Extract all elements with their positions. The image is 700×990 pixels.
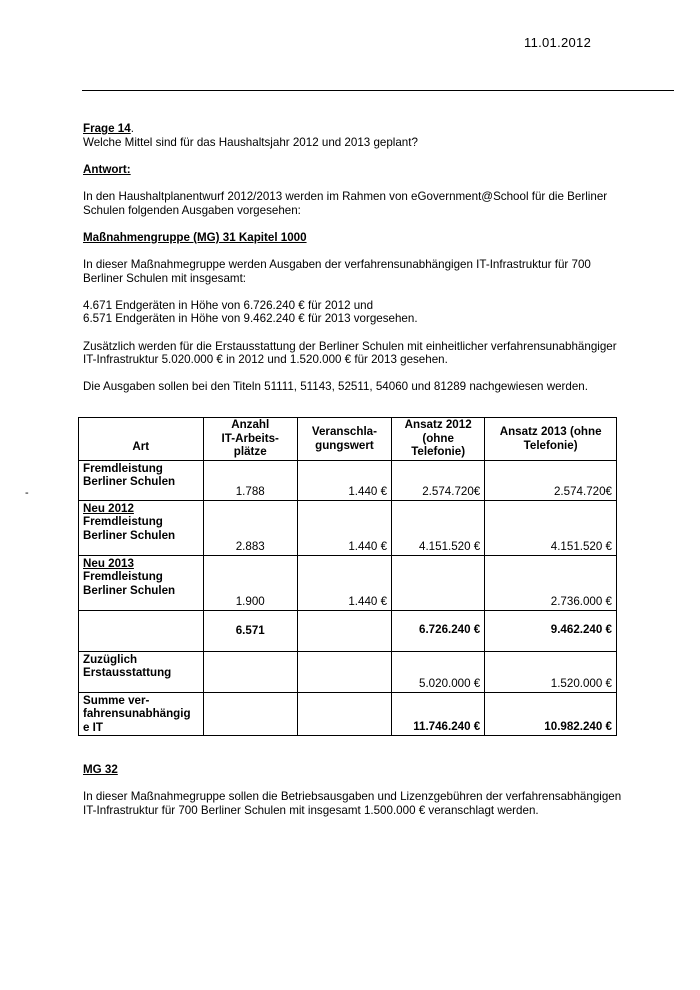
table-row: [79, 501, 617, 556]
cell-ansatz-2012: 5.020.000 €: [392, 652, 485, 693]
document-date: 11.01.2012: [524, 35, 592, 50]
cell-ansatz-2012: 4.151.520 €: [392, 501, 485, 556]
cell-ansatz-2012: [392, 556, 485, 611]
row-label: Fremdleistung Berliner Schulen: [79, 461, 204, 501]
cell-anzahl: 1.900: [203, 556, 297, 611]
mg31-paragraph-4: Die Ausgaben sollen bei den Titeln 51111, 51143, 52511, 54060 und 81289 nachgewiesen werden.: [83, 380, 588, 394]
mg31-paragraph-1-line-2: Berliner Schulen mit insgesamt:: [83, 271, 247, 285]
mg31-paragraph-2-line-2: 6.571 Endgeräten in Höhe von 9.462.240 € für 2013 vorgesehen.: [83, 312, 418, 326]
mg32-text-line-1: In dieser Maßnahmegruppe sollen die Betriebsausgaben und Lizenzgebühren der verfahrensabhängigen: [83, 790, 622, 804]
table-row: [79, 461, 617, 501]
table-row: [79, 556, 617, 611]
column-header-art: Art: [79, 418, 204, 461]
question-label: Frage 14: [83, 122, 131, 135]
question-heading: [83, 122, 643, 136]
answer-intro-line-2: Schulen folgenden Ausgaben vorgesehen:: [83, 203, 301, 217]
cell-ansatz-2013: 2.574.720€: [485, 461, 617, 501]
section-heading-mg32: MG 32: [83, 763, 118, 776]
question-answer-section: [83, 122, 643, 394]
section-heading-mg31: Maßnahmengruppe (MG) 31 Kapitel 1000: [83, 230, 307, 244]
budget-table: [78, 417, 617, 736]
table-header-row: [79, 418, 617, 461]
mg32-section: [83, 763, 643, 817]
cell-ansatz-2012-sum: 11.746.240 €: [392, 693, 485, 736]
cell-anzahl: [203, 693, 297, 736]
table-row: [79, 652, 617, 693]
row-label: Neu 2012 Fremdleistung Berliner Schulen: [79, 501, 204, 556]
row-label: [79, 611, 204, 652]
column-header-ansatz-2013: Ansatz 2013 (ohne Telefonie): [485, 418, 617, 461]
question-label-suffix: .: [130, 122, 134, 135]
column-header-ansatz-2012: Ansatz 2012 (ohne Telefonie): [392, 418, 485, 461]
cell-anzahl: 1.788: [203, 461, 297, 501]
column-header-anzahl: Anzahl IT-Arbeits- plätze: [203, 418, 297, 461]
cell-anzahl: [203, 652, 297, 693]
cell-ansatz-2013-total: 9.462.240 €: [485, 611, 617, 652]
cell-ansatz-2013: 2.736.000 €: [485, 556, 617, 611]
cell-anzahl: 2.883: [203, 501, 297, 556]
mg32-text-line-2: IT-Infrastruktur für 700 Berliner Schulen mit insgesamt 1.500.000 € veranschlagt werden.: [83, 803, 539, 817]
cell-veranschlagung: [297, 611, 391, 652]
question-text: Welche Mittel sind für das Haushaltsjahr 2012 und 2013 geplant?: [83, 135, 418, 149]
cell-veranschlagung: 1.440 €: [297, 461, 391, 501]
header-divider: [82, 90, 674, 91]
cell-ansatz-2012: 2.574.720€: [392, 461, 485, 501]
cell-ansatz-2013-sum: 10.982.240 €: [485, 693, 617, 736]
row-label: Zuzüglich Erstausstattung: [79, 652, 204, 693]
table-row: [79, 693, 617, 736]
cell-ansatz-2012-total: 6.726.240 €: [392, 611, 485, 652]
answer-label: Antwort:: [83, 162, 131, 176]
mg31-paragraph-3-line-2: IT-Infrastruktur 5.020.000 € in 2012 und 1.520.000 € für 2013 gesehen.: [83, 353, 448, 367]
row-label: Summe ver- fahrensunabhängig e IT: [79, 693, 204, 736]
row-label: Neu 2013 Fremdleistung Berliner Schulen: [79, 556, 204, 611]
cell-veranschlagung: 1.440 €: [297, 556, 391, 611]
cell-veranschlagung: 1.440 €: [297, 501, 391, 556]
answer-intro-line-1: In den Haushaltplanentwurf 2012/2013 werden im Rahmen von eGovernment@School für die Berliner: [83, 189, 608, 203]
mg31-paragraph-1-line-1: In dieser Maßnahmegruppe werden Ausgaben der verfahrensunabhängigen IT-Infrastruktur für 700: [83, 257, 591, 271]
mg31-paragraph-3-line-1: Zusätzlich werden für die Erstausstattung der Berliner Schulen mit einheitlicher verfahrensunabhängiger: [83, 339, 617, 353]
cell-ansatz-2013: 1.520.000 €: [485, 652, 617, 693]
margin-mark: -: [25, 487, 29, 499]
column-header-veranschlagung: Veranschla- gungswert: [297, 418, 391, 461]
cell-veranschlagung: [297, 652, 391, 693]
mg31-paragraph-2-line-1: 4.671 Endgeräten in Höhe von 6.726.240 € für 2012 und: [83, 298, 374, 312]
table-row: [79, 611, 617, 652]
cell-veranschlagung: [297, 693, 391, 736]
cell-anzahl-total: 6.571: [203, 611, 297, 652]
cell-ansatz-2013: 4.151.520 €: [485, 501, 617, 556]
